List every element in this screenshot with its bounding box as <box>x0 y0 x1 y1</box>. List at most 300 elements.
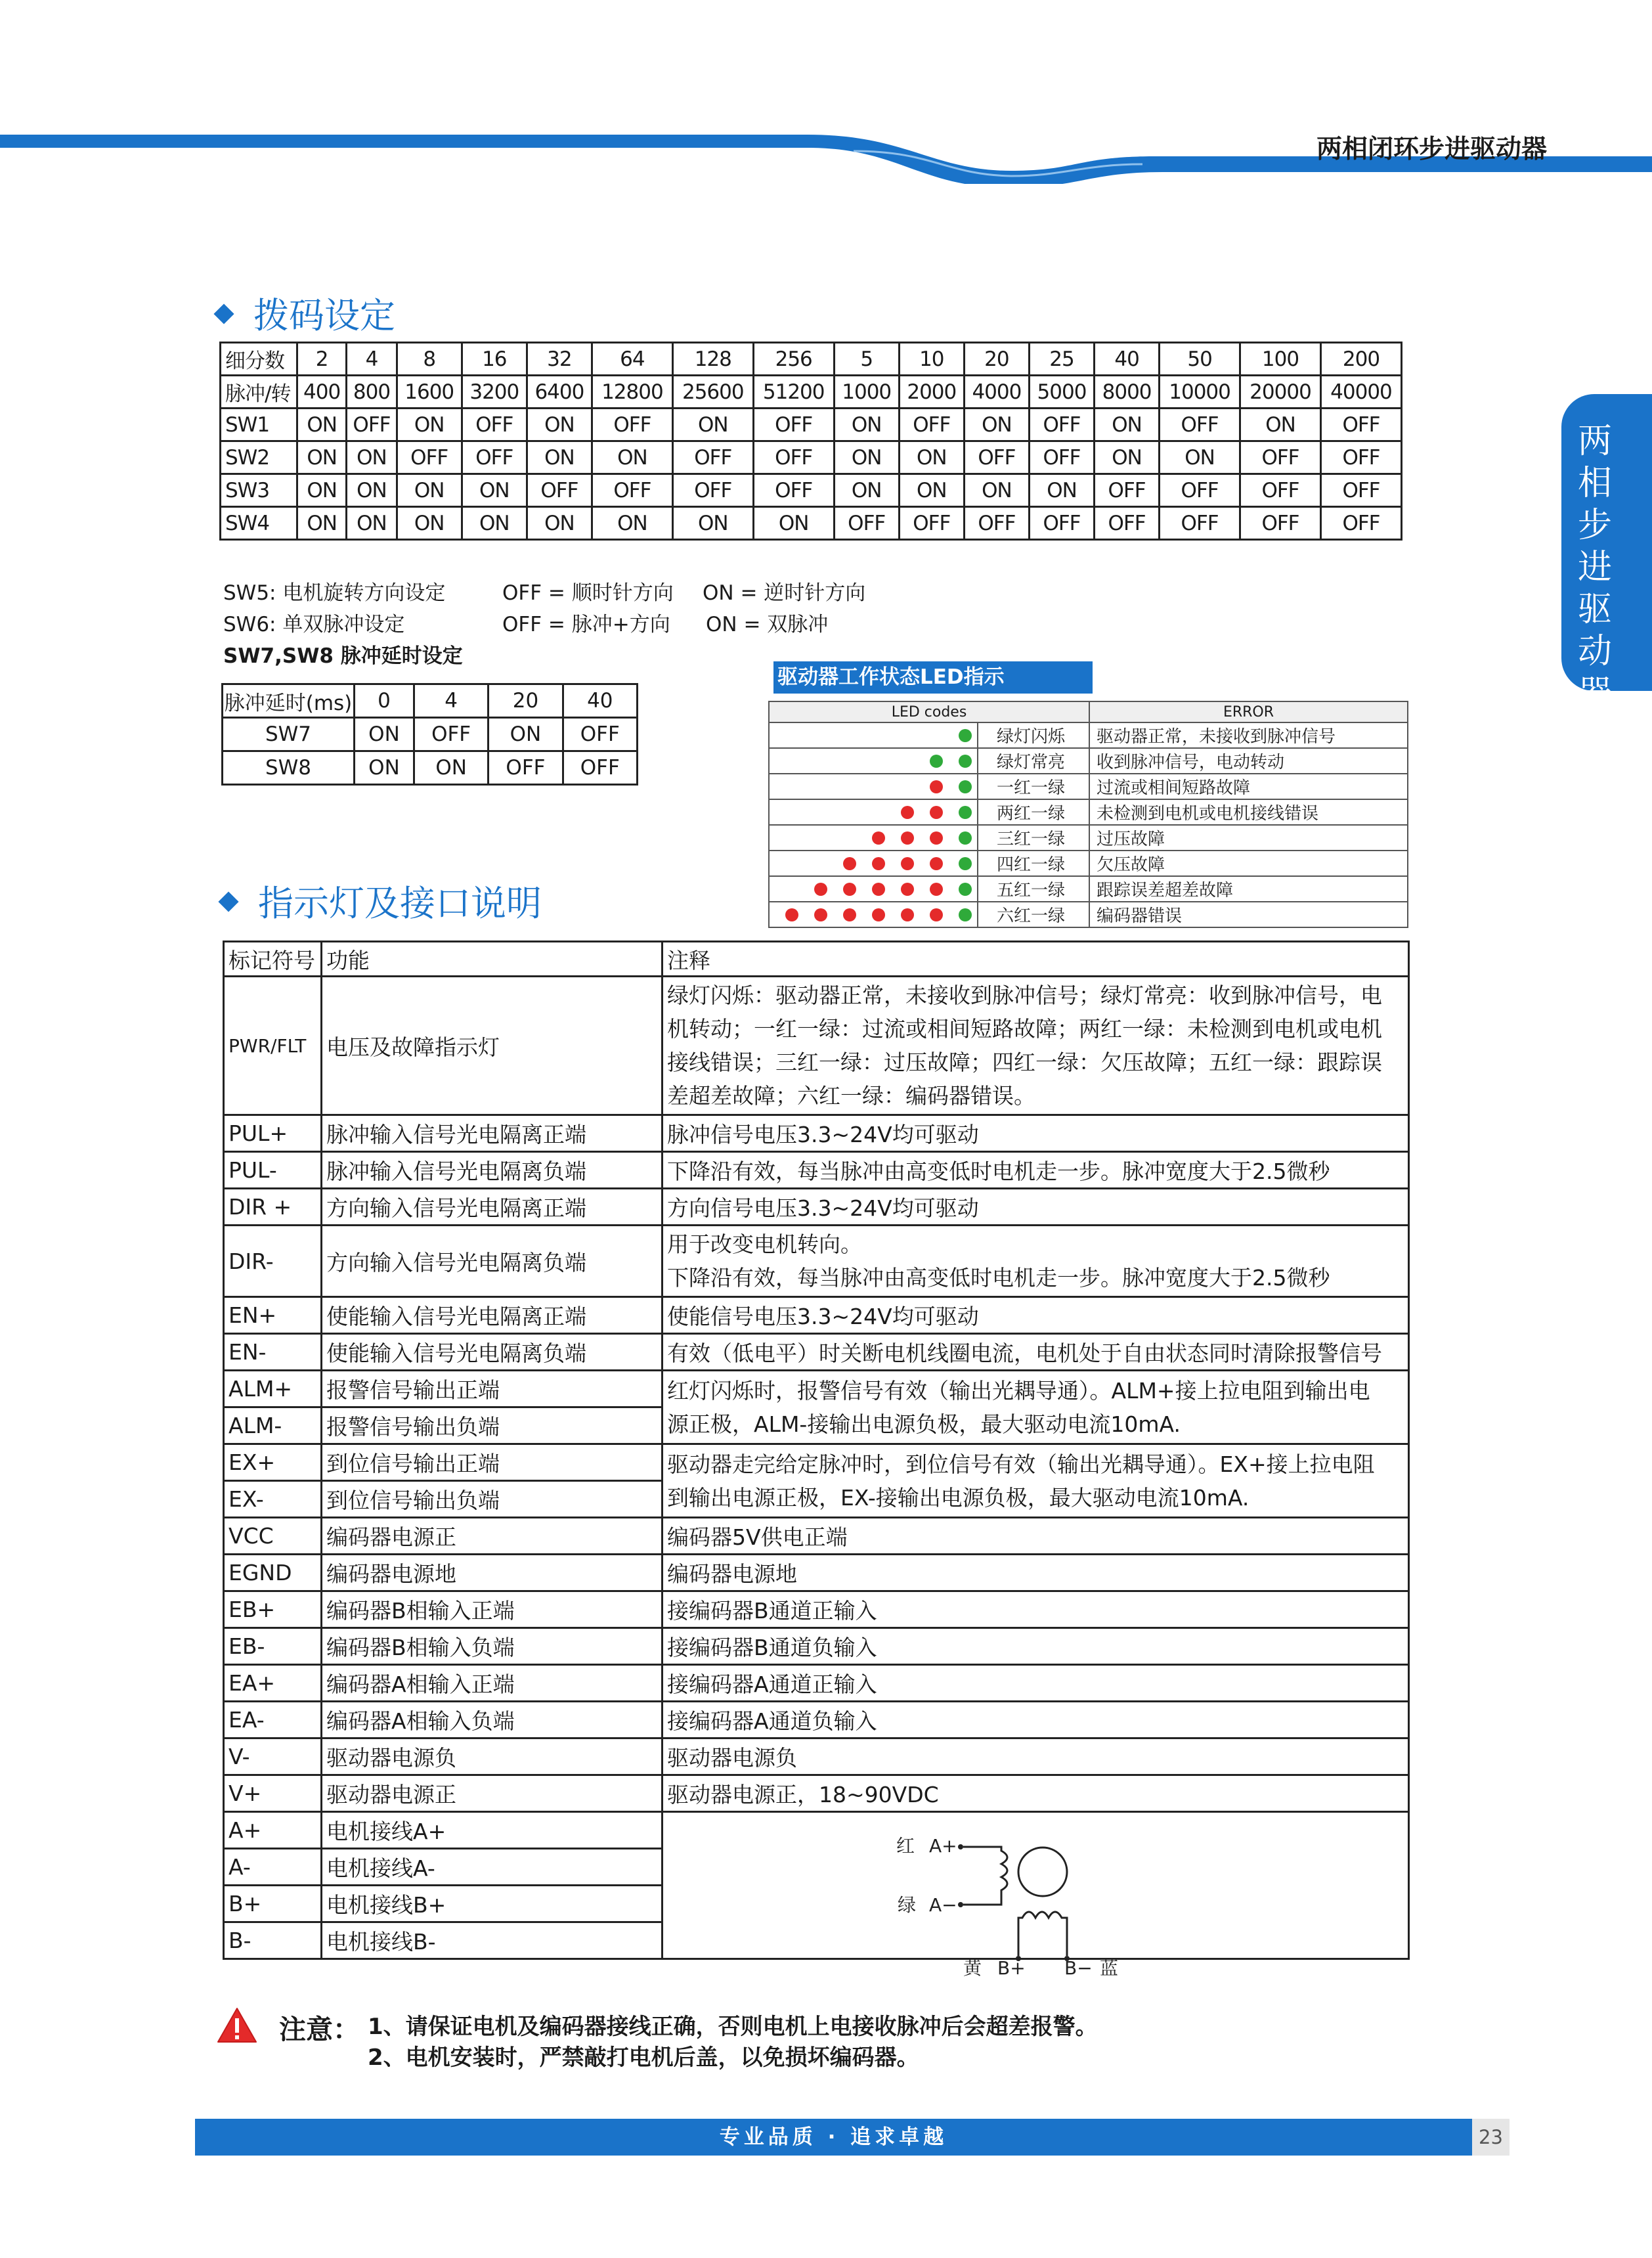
red-led-dot-icon <box>814 908 827 921</box>
table-cell: 20000 <box>1240 376 1321 409</box>
table-cell: 25 <box>1029 343 1094 376</box>
red-led-dot-icon <box>901 806 914 819</box>
table-cell: OFF <box>397 441 462 474</box>
led-dots-cell <box>769 876 978 902</box>
red-led-dot-icon <box>843 908 856 921</box>
table-row <box>224 1591 1409 1628</box>
function-cell: 到位信号输出正端 <box>322 1444 663 1481</box>
table-cell: OFF <box>1029 409 1094 441</box>
table-cell: 40 <box>1095 343 1160 376</box>
table-cell: 12800 <box>592 376 672 409</box>
symbol-cell: EB- <box>224 1628 322 1665</box>
table-cell: OFF <box>527 474 592 507</box>
row-header-cell: SW1 <box>221 409 297 441</box>
table-row <box>221 441 1402 474</box>
note-cell: 编码器电源地 <box>663 1555 1409 1591</box>
table-cell: OFF <box>1240 474 1321 507</box>
table-cell: ON <box>964 409 1029 441</box>
table-cell: 1600 <box>397 376 462 409</box>
red-led-dot-icon <box>930 831 943 845</box>
table-row <box>224 1297 1409 1334</box>
table-row <box>223 751 638 785</box>
red-led-dot-icon <box>843 883 856 896</box>
sw6-label: SW6: 单双脉冲设定 <box>223 613 405 636</box>
table-row <box>224 1334 1409 1371</box>
row-header-cell: SW2 <box>221 441 297 474</box>
green-led-dot-icon <box>959 908 972 921</box>
table-cell: OFF <box>1095 507 1160 540</box>
table-cell: 8000 <box>1095 376 1160 409</box>
note-cell: 脉冲信号电压3.3~24V均可驱动 <box>663 1115 1409 1152</box>
note-cell: 接编码器B通道正输入 <box>663 1591 1409 1628</box>
function-cell: 方向输入信号光电隔离负端 <box>322 1226 663 1297</box>
table-cell: ON <box>347 441 397 474</box>
table-cell: ON <box>1095 441 1160 474</box>
table-row <box>224 1518 1409 1555</box>
sw5-label: SW5: 电机旋转方向设定 <box>223 581 446 605</box>
table-cell: ON <box>1160 441 1240 474</box>
red-led-dot-icon <box>785 908 798 921</box>
notice-line-2: 2、电机安装时，严禁敲打电机后盖，以免损坏编码器。 <box>368 2045 919 2071</box>
table-cell: OFF <box>899 507 964 540</box>
table-row <box>224 1444 1409 1481</box>
table-cell: OFF <box>753 409 834 441</box>
led-code-cell: 三红一绿 <box>978 825 1089 851</box>
table-cell: 4000 <box>964 376 1029 409</box>
led-row <box>769 774 1408 799</box>
table-cell: ON <box>527 507 592 540</box>
table-cell: ON <box>397 507 462 540</box>
table-cell: 50 <box>1160 343 1240 376</box>
table-cell: 20 <box>964 343 1029 376</box>
green-led-dot-icon <box>959 857 972 870</box>
red-wire-label: 红 <box>896 1835 915 1857</box>
green-wire-label: 绿 <box>898 1894 917 1916</box>
table-cell: ON <box>347 474 397 507</box>
table-cell: OFF <box>1029 441 1094 474</box>
symbol-cell: EA- <box>224 1702 322 1738</box>
footer-slogan: 专业品质 · 追求卓越 <box>719 2125 948 2149</box>
table-cell: 25600 <box>672 376 753 409</box>
table-row <box>224 942 1409 977</box>
symbol-cell: EN+ <box>224 1297 322 1334</box>
row-header-cell: SW4 <box>221 507 297 540</box>
function-cell: 编码器A相输入负端 <box>322 1702 663 1738</box>
table-row <box>224 1555 1409 1591</box>
function-cell: 电机接线A- <box>322 1849 663 1886</box>
table-cell: OFF <box>672 474 753 507</box>
note-cell: 绿灯闪烁：驱动器正常，未接收到脉冲信号；绿灯常亮：收到脉冲信号，电 机转动；一红一绿：过流或相间短路故障；两红一绿：未检测到电机或电机 接线错误；三红一绿：过压故障；四红一绿：欠压故障；五红一绿：跟踪误 差超差故障；六红一绿：编码器错误。 <box>663 977 1409 1115</box>
table-cell: 40000 <box>1320 376 1401 409</box>
table-cell: ON <box>347 507 397 540</box>
led-meaning-cell: 未检测到电机或电机接线错误 <box>1089 799 1408 825</box>
section-title-dip: 拨码设定 <box>217 288 395 338</box>
table-cell: ON <box>355 751 414 785</box>
table-cell: 4 <box>347 343 397 376</box>
red-led-dot-icon <box>872 857 885 870</box>
table-row <box>224 1702 1409 1738</box>
notice-label: 注意： <box>279 2014 360 2045</box>
table-cell: ON <box>527 409 592 441</box>
a-plus-label: A+ <box>929 1835 957 1857</box>
function-cell: 编码器B相输入负端 <box>322 1628 663 1665</box>
sw5-off: OFF = 顺时针方向 <box>502 581 674 605</box>
symbol-cell: DIR + <box>224 1189 322 1226</box>
table-cell: OFF <box>964 441 1029 474</box>
table-cell: OFF <box>563 718 637 751</box>
symbol-cell: A+ <box>224 1812 322 1849</box>
table-row <box>224 1152 1409 1189</box>
function-cell: 报警信号输出负端 <box>322 1407 663 1444</box>
note-cell: 编码器5V供电正端 <box>663 1518 1409 1555</box>
side-tab-label: 两相步进驱动器 <box>1577 422 1612 713</box>
symbol-cell: B+ <box>224 1886 322 1922</box>
symbol-cell: EX- <box>224 1481 322 1518</box>
led-dots-cell <box>769 825 978 851</box>
function-cell: 报警信号输出正端 <box>322 1371 663 1407</box>
a-plus-terminal <box>958 1844 963 1849</box>
note-cell: 用于改变电机转向。 下降沿有效，每当脉冲由高变低时电机走一步。脉冲宽度大于2.5微秒 <box>663 1226 1409 1297</box>
table-cell: ON <box>964 474 1029 507</box>
green-led-dot-icon <box>959 883 972 896</box>
symbol-cell: EN- <box>224 1334 322 1371</box>
table-cell: 0 <box>355 684 414 718</box>
table-cell: OFF <box>347 409 397 441</box>
table-cell: OFF <box>1095 474 1160 507</box>
symbol-cell: V+ <box>224 1775 322 1812</box>
table-row <box>224 1775 1409 1812</box>
table-cell: OFF <box>964 507 1029 540</box>
symbol-cell: PWR/FLT <box>224 977 322 1115</box>
function-cell: 电机接线B+ <box>322 1886 663 1922</box>
table-cell: 32 <box>527 343 592 376</box>
led-code-cell: 两红一绿 <box>978 799 1089 825</box>
table-cell: 1000 <box>834 376 899 409</box>
table-cell: OFF <box>1320 409 1401 441</box>
function-cell: 脉冲输入信号光电隔离正端 <box>322 1115 663 1152</box>
led-code-cell: 绿灯闪烁 <box>978 722 1089 748</box>
table-row <box>224 1226 1409 1297</box>
table-cell: 200 <box>1320 343 1401 376</box>
led-code-cell: 五红一绿 <box>978 876 1089 902</box>
a-minus-label: A− <box>929 1894 957 1916</box>
function-cell: 驱动器电源负 <box>322 1738 663 1775</box>
table-cell: ON <box>489 718 563 751</box>
note-cell: 驱动器电源负 <box>663 1738 1409 1775</box>
row-header-cell: 脉冲/转 <box>221 376 297 409</box>
led-status-table <box>768 701 1408 928</box>
function-cell: 脉冲输入信号光电隔离负端 <box>322 1152 663 1189</box>
table-cell: OFF <box>1029 507 1094 540</box>
table-cell: ON <box>899 474 964 507</box>
diamond-bullet-icon <box>213 304 234 324</box>
note-cell: 方向信号电压3.3~24V均可驱动 <box>663 1189 1409 1226</box>
row-header-cell: SW8 <box>223 751 355 785</box>
red-led-dot-icon <box>872 883 885 896</box>
function-cell: 方向输入信号光电隔离正端 <box>322 1189 663 1226</box>
table-row <box>221 409 1402 441</box>
table-cell: 6400 <box>527 376 592 409</box>
table-cell: ON <box>397 474 462 507</box>
led-row <box>769 825 1408 851</box>
red-led-dot-icon <box>901 857 914 870</box>
page-number: 23 <box>1472 2119 1510 2156</box>
table-cell: ON <box>899 441 964 474</box>
table-cell: OFF <box>462 441 527 474</box>
function-cell: 电压及故障指示灯 <box>322 977 663 1115</box>
led-row <box>769 876 1408 902</box>
table-cell: 20 <box>489 684 563 718</box>
note-cell: 有效（低电平）时关断电机线圈电流，电机处于自由状态同时清除报警信号 <box>663 1334 1409 1371</box>
note-cell: 接编码器B通道负输入 <box>663 1628 1409 1665</box>
table-cell: ON <box>592 507 672 540</box>
led-code-cell: 绿灯常亮 <box>978 748 1089 774</box>
header-function: 功能 <box>322 942 663 977</box>
table-cell: 256 <box>753 343 834 376</box>
function-cell: 编码器电源正 <box>322 1518 663 1555</box>
yellow-wire-label: 黄 <box>963 1957 982 1979</box>
table-cell: OFF <box>1240 441 1321 474</box>
led-meaning-cell: 驱动器正常，未接收到脉冲信号 <box>1089 722 1408 748</box>
function-cell: 编码器电源地 <box>322 1555 663 1591</box>
table-cell: ON <box>672 409 753 441</box>
red-led-dot-icon <box>930 857 943 870</box>
led-error-header: ERROR <box>1089 701 1408 722</box>
table-cell: 4 <box>414 684 488 718</box>
led-row <box>769 799 1408 825</box>
table-cell: OFF <box>462 409 527 441</box>
motor-wiring-diagram <box>666 1831 1205 1982</box>
symbol-cell: EX+ <box>224 1444 322 1481</box>
table-cell: OFF <box>753 441 834 474</box>
table-cell: 8 <box>397 343 462 376</box>
table-cell: OFF <box>1320 441 1401 474</box>
symbol-cell: PUL+ <box>224 1115 322 1152</box>
coil-a-icon <box>963 1847 1007 1905</box>
note-cell: 下降沿有效，每当脉冲由高变低时电机走一步。脉冲宽度大于2.5微秒 <box>663 1152 1409 1189</box>
red-led-dot-icon <box>901 883 914 896</box>
led-row <box>769 748 1408 774</box>
led-code-cell: 六红一绿 <box>978 902 1089 927</box>
table-cell: OFF <box>1320 474 1401 507</box>
red-led-dot-icon <box>843 857 856 870</box>
green-led-dot-icon <box>959 780 972 793</box>
led-dots-cell <box>769 799 978 825</box>
table-cell: OFF <box>753 474 834 507</box>
function-cell: 编码器B相输入正端 <box>322 1591 663 1628</box>
function-cell: 电机接线A+ <box>322 1812 663 1849</box>
led-meaning-cell: 过压故障 <box>1089 825 1408 851</box>
table-cell: OFF <box>1160 409 1240 441</box>
note-cell: 驱动器电源正，18~90VDC <box>663 1775 1409 1812</box>
table-row <box>224 1371 1409 1407</box>
note-cell: 接编码器A通道正输入 <box>663 1665 1409 1702</box>
table-cell: 2 <box>297 343 347 376</box>
table-cell: ON <box>834 474 899 507</box>
led-meaning-cell: 收到脉冲信号，电动转动 <box>1089 748 1408 774</box>
led-table-title: 驱动器工作状态LED指示 <box>773 661 1093 694</box>
table-cell: OFF <box>1240 507 1321 540</box>
diamond-bullet-icon <box>218 892 238 912</box>
table-cell: ON <box>1095 409 1160 441</box>
led-code-cell: 四红一绿 <box>978 851 1089 876</box>
table-cell: ON <box>355 718 414 751</box>
table-cell: 64 <box>592 343 672 376</box>
led-row <box>769 851 1408 876</box>
header-note: 注释 <box>663 942 1409 977</box>
red-led-dot-icon <box>872 831 885 845</box>
row-header-cell: SW7 <box>223 718 355 751</box>
green-led-dot-icon <box>959 729 972 742</box>
row-header-cell: 细分数 <box>221 343 297 376</box>
symbol-cell: ALM- <box>224 1407 322 1444</box>
table-row <box>221 343 1402 376</box>
table-row <box>221 474 1402 507</box>
motor-rotor-icon <box>1018 1848 1067 1896</box>
table-cell: ON <box>297 441 347 474</box>
red-led-dot-icon <box>930 908 943 921</box>
table-cell: OFF <box>1320 507 1401 540</box>
function-cell: 使能输入信号光电隔离正端 <box>322 1297 663 1334</box>
table-row <box>221 376 1402 409</box>
sw78-label: SW7,SW8 脉冲延时设定 <box>223 644 463 668</box>
led-dots-cell <box>769 748 978 774</box>
led-dots-cell <box>769 902 978 927</box>
table-cell: ON <box>1240 409 1321 441</box>
sw5-on: ON = 逆时针方向 <box>703 581 866 605</box>
table-cell: 2000 <box>899 376 964 409</box>
header-symbol: 标记符号 <box>224 942 322 977</box>
section-title-interface: 指示灯及接口说明 <box>221 875 542 926</box>
note-cell: 红灯闪烁时，报警信号有效（输出光耦导通）。ALM+接上拉电阻到输出电 源正极，ALM-接输出电源负极，最大驱动电流10mA. <box>663 1371 1409 1444</box>
led-meaning-cell: 过流或相间短路故障 <box>1089 774 1408 799</box>
note-cell: 使能信号电压3.3~24V均可驱动 <box>663 1297 1409 1334</box>
table-cell: ON <box>297 409 347 441</box>
symbol-cell: EA+ <box>224 1665 322 1702</box>
red-led-dot-icon <box>930 780 943 793</box>
warning-icon <box>216 2006 258 2045</box>
table-cell: 5000 <box>1029 376 1094 409</box>
led-codes-header: LED codes <box>769 701 1089 722</box>
green-led-dot-icon <box>959 755 972 768</box>
table-cell: OFF <box>489 751 563 785</box>
table-cell: 128 <box>672 343 753 376</box>
table-row <box>224 1189 1409 1226</box>
sw6-on: ON = 双脉冲 <box>706 613 829 636</box>
table-cell: 10 <box>899 343 964 376</box>
led-row <box>769 902 1408 927</box>
table-cell: ON <box>753 507 834 540</box>
red-led-dot-icon <box>930 883 943 896</box>
function-cell: 电机接线B- <box>322 1922 663 1959</box>
table-row <box>221 507 1402 540</box>
note-cell: 驱动器走完给定脉冲时，到位信号有效（输出光耦导通）。EX+接上拉电阻 到输出电源正极，EX-接输出电源负极，最大驱动电流10mA. <box>663 1444 1409 1518</box>
red-led-dot-icon <box>814 883 827 896</box>
table-cell: ON <box>1029 474 1094 507</box>
sw6-off: OFF = 脉冲+方向 <box>502 613 670 636</box>
blue-wire-label: 蓝 <box>1100 1957 1119 1979</box>
table-row <box>223 718 638 751</box>
symbol-cell: EB+ <box>224 1591 322 1628</box>
table-cell: ON <box>297 507 347 540</box>
a-minus-terminal <box>958 1902 963 1907</box>
table-cell: ON <box>834 409 899 441</box>
row-header-cell: 脉冲延时(ms) <box>223 684 355 718</box>
led-dots-cell <box>769 722 978 748</box>
table-row <box>224 977 1409 1115</box>
led-meaning-cell: 跟踪误差超差故障 <box>1089 876 1408 902</box>
function-cell: 编码器A相输入正端 <box>322 1665 663 1702</box>
red-led-dot-icon <box>901 831 914 845</box>
table-cell: ON <box>297 474 347 507</box>
led-dots-cell <box>769 851 978 876</box>
table-cell: 400 <box>297 376 347 409</box>
symbol-cell: PUL- <box>224 1152 322 1189</box>
b-plus-label: B+ <box>997 1957 1026 1979</box>
header-title: 两相闭环步进驱动器 <box>1316 135 1548 164</box>
table-cell: 800 <box>347 376 397 409</box>
table-cell: 3200 <box>462 376 527 409</box>
table-row <box>223 684 638 718</box>
notice-line-1: 1、请保证电机及编码器接线正确，否则电机上电接收脉冲后会超差报警。 <box>368 2014 1098 2040</box>
table-cell: ON <box>592 441 672 474</box>
green-led-dot-icon <box>930 755 943 768</box>
note-cell: 接编码器A通道负输入 <box>663 1702 1409 1738</box>
table-row <box>224 1115 1409 1152</box>
table-cell: OFF <box>563 751 637 785</box>
led-meaning-cell: 欠压故障 <box>1089 851 1408 876</box>
table-cell: OFF <box>899 409 964 441</box>
function-cell: 驱动器电源正 <box>322 1775 663 1812</box>
table-cell: ON <box>462 507 527 540</box>
row-header-cell: SW3 <box>221 474 297 507</box>
table-cell: 10000 <box>1160 376 1240 409</box>
red-led-dot-icon <box>872 908 885 921</box>
table-cell: ON <box>672 507 753 540</box>
symbol-cell: V- <box>224 1738 322 1775</box>
green-led-dot-icon <box>959 831 972 845</box>
table-cell: ON <box>414 751 488 785</box>
led-code-cell: 一红一绿 <box>978 774 1089 799</box>
table-cell: ON <box>527 441 592 474</box>
green-led-dot-icon <box>959 806 972 819</box>
coil-b-icon <box>1018 1912 1067 1956</box>
led-meaning-cell: 编码器错误 <box>1089 902 1408 927</box>
table-row <box>224 1738 1409 1775</box>
table-cell: 51200 <box>753 376 834 409</box>
table-cell: OFF <box>592 474 672 507</box>
table-cell: OFF <box>592 409 672 441</box>
symbol-cell: ALM+ <box>224 1371 322 1407</box>
table-cell: 16 <box>462 343 527 376</box>
table-cell: OFF <box>1160 474 1240 507</box>
symbol-cell: EGND <box>224 1555 322 1591</box>
led-row <box>769 722 1408 748</box>
b-minus-label: B− <box>1064 1957 1093 1979</box>
table-cell: OFF <box>672 441 753 474</box>
dip-switch-table <box>219 342 1402 541</box>
function-cell: 到位信号输出负端 <box>322 1481 663 1518</box>
table-cell: ON <box>834 441 899 474</box>
symbol-cell: B- <box>224 1922 322 1959</box>
led-dots-cell <box>769 774 978 799</box>
symbol-cell: VCC <box>224 1518 322 1555</box>
interface-table <box>223 941 1410 1960</box>
table-cell: 5 <box>834 343 899 376</box>
pulse-delay-table <box>221 683 638 786</box>
symbol-cell: DIR- <box>224 1226 322 1297</box>
table-cell: OFF <box>834 507 899 540</box>
